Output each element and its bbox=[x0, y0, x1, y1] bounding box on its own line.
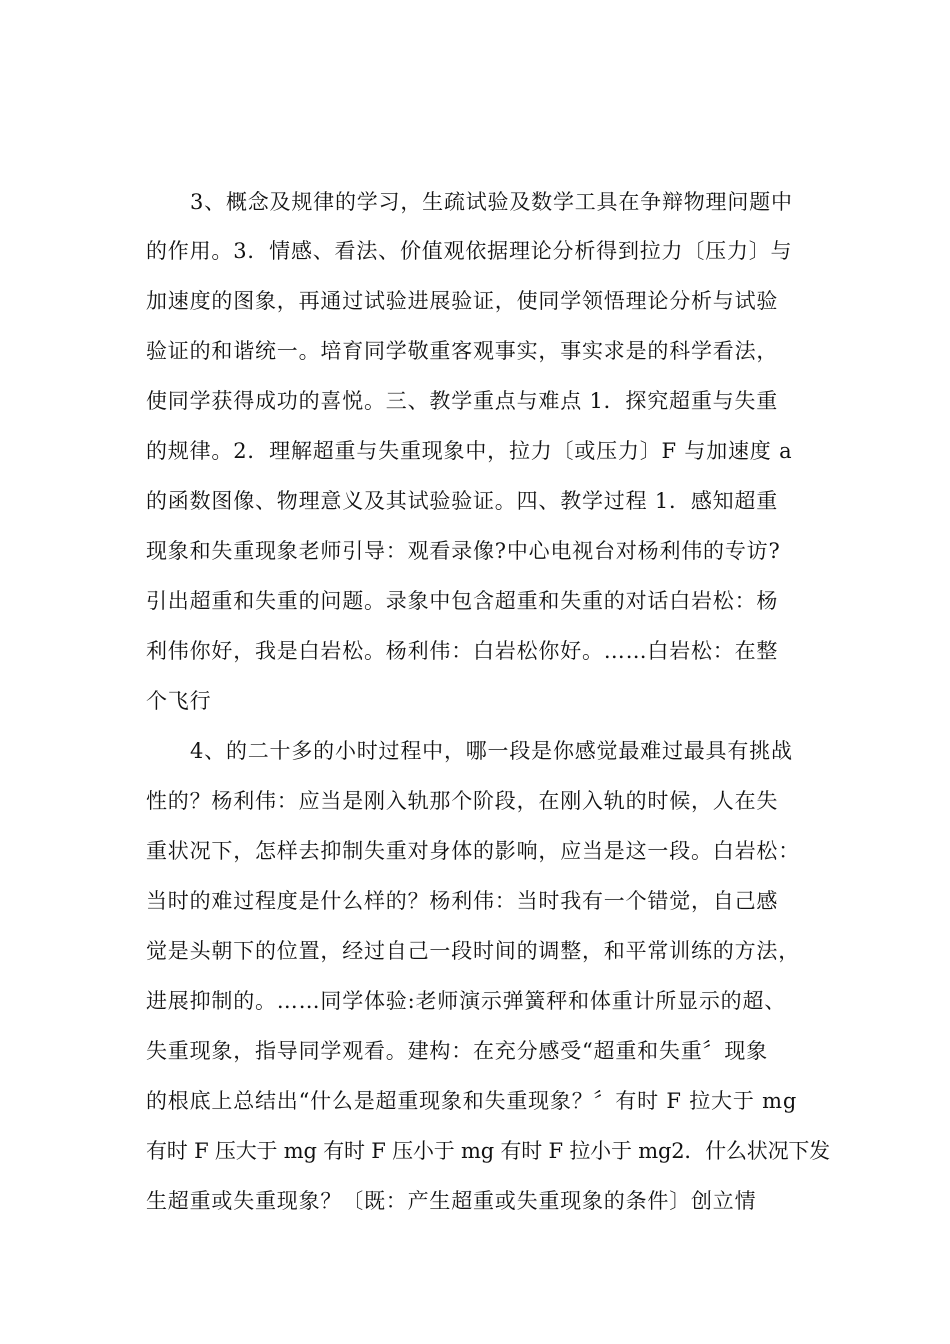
text-line: 4、的二十多的小时过程中，哪一段是你感觉最难过最具有挑战 bbox=[190, 739, 793, 763]
text-line: 觉是头朝下的位置，经过自己一段时间的调整，和平常训练的方法， bbox=[146, 939, 800, 963]
text-line: 使同学获得成功的喜悦。三、教学重点与难点 1．探究超重与失重 bbox=[146, 389, 779, 413]
text-line: 有时 F 压大于 mg 有时 F 压小于 mg 有时 F 拉小于 mg2．什么状况下发 bbox=[146, 1139, 830, 1163]
text-line: 当时的难过程度是什么样的？杨利伟：当时我有一个错觉，自己感 bbox=[146, 889, 779, 913]
text-line: 的规律。2．理解超重与失重现象中，拉力〔或压力〕F 与加速度 a bbox=[146, 439, 793, 463]
text-line: 的根底上总结出“什么是超重现象和失重现象？〞有时 F 拉大于 mg bbox=[146, 1089, 798, 1113]
text-line: 现象和失重现象老师引导：观看录像?中心电视台对杨利伟的专访? bbox=[146, 539, 781, 563]
text-line: 重状况下，怎样去抑制失重对身体的影响，应当是这一段。白岩松： bbox=[146, 839, 800, 863]
text-line: 的作用。3．情感、看法、价值观依据理论分析得到拉力〔压力〕与 bbox=[146, 239, 793, 263]
text-line: 的函数图像、物理意义及其试验验证。四、教学过程 1．感知超重 bbox=[146, 489, 779, 513]
text-line: 进展抑制的。……同学体验:老师演示弹簧秤和体重计所显示的超、 bbox=[146, 989, 787, 1013]
text-line: 失重现象，指导同学观看。建构：在充分感受“超重和失重〞现象 bbox=[146, 1039, 768, 1063]
text-line: 加速度的图象，再通过试验进展验证，使同学领悟理论分析与试验 bbox=[146, 289, 779, 313]
text-line: 个飞行 bbox=[146, 689, 212, 713]
text-line: 生超重或失重现象？〔既：产生超重或失重现象的条件〕创立情 bbox=[146, 1189, 757, 1213]
text-line: 验证的和谐统一。培育同学敬重客观事实，事实求是的科学看法， bbox=[146, 339, 779, 363]
text-line: 引出超重和失重的问题。录象中包含超重和失重的对话白岩松：杨 bbox=[146, 589, 779, 613]
text-line: 3、概念及规律的学习，生疏试验及数学工具在争辩物理问题中 bbox=[190, 190, 793, 214]
text-line: 性的？杨利伟：应当是刚入轨那个阶段，在刚入轨的时候，人在失 bbox=[146, 789, 779, 813]
text-line: 利伟你好，我是白岩松。杨利伟：白岩松你好。……白岩松：在整 bbox=[146, 639, 779, 663]
